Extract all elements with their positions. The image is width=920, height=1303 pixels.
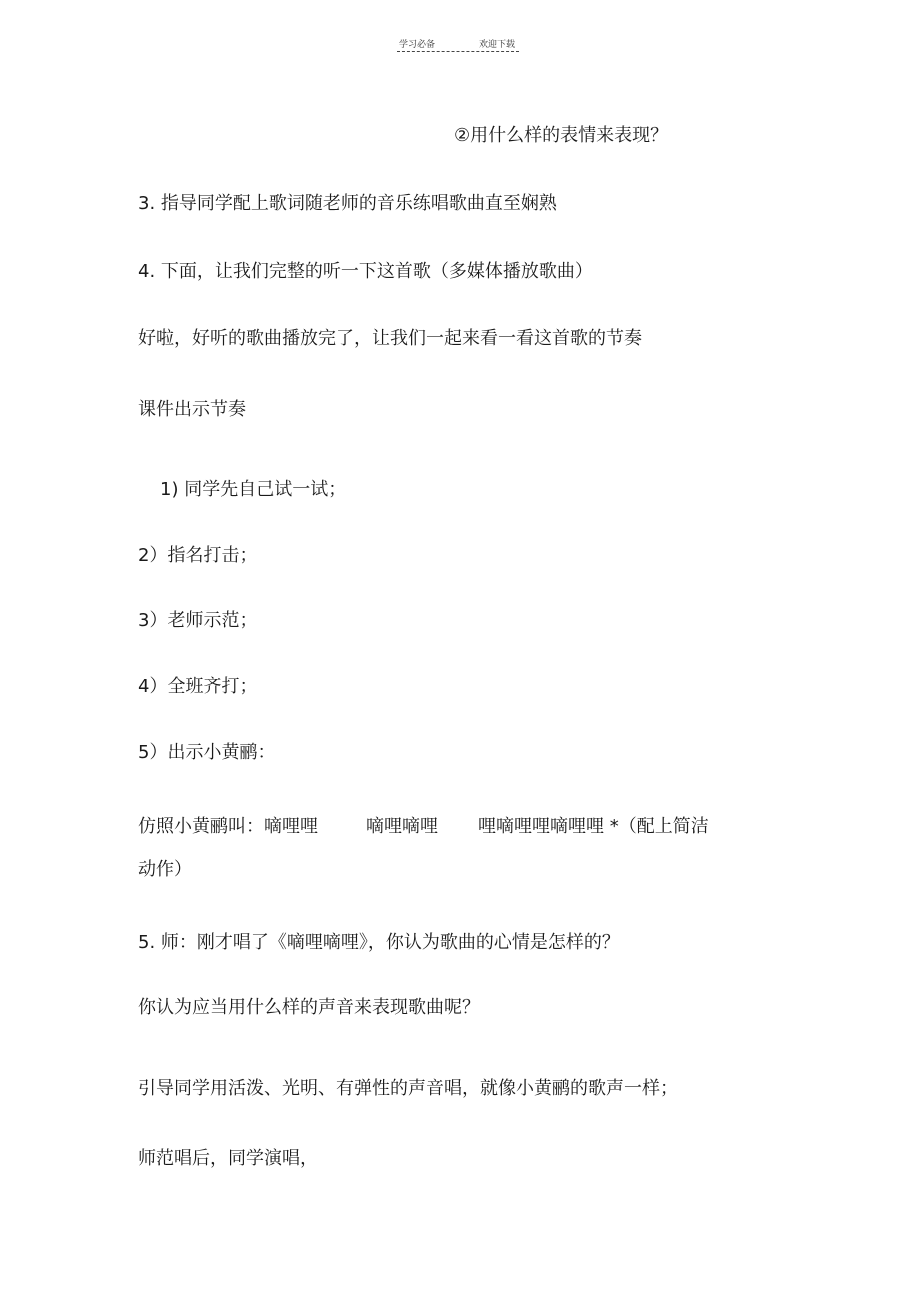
paragraph-kejian: 课件出示节奏 [138,399,246,420]
step-4: 4. 下面，让我们完整的听一下这首歌（多媒体播放歌曲） [138,261,593,282]
page-header [397,37,521,57]
paragraph-fangzhao-cont: 动作） [138,859,192,880]
step-5: 5. 师：刚才唱了《嘀哩嘀哩》，你认为歌曲的心情是怎样的？ [138,932,620,953]
substep-3: 3）老师示范； [138,610,258,631]
substep-5: 5）出示小黄鹂： [138,742,276,763]
substep-4: 4）全班齐打； [138,676,258,697]
paragraph-guide: 引导同学用活泼、光明、有弹性的声音唱，就像小黄鹂的歌声一样； [138,1078,678,1099]
paragraph-fangzhao [138,815,709,839]
fangzhao-part-3: 哩嘀哩哩嘀哩哩 *（配上简洁 [478,816,709,837]
header-right-text: 欢迎下载 [479,40,516,50]
step-3: 3. 指导同学配上歌词随老师的音乐练唱歌曲直至娴熟 [138,193,557,214]
header-rule [397,51,519,52]
substep-2: 2）指名打击； [138,545,258,566]
fangzhao-part-1: 仿照小黄鹂叫：嘀哩哩 [138,816,318,837]
paragraph-good: 好啦，好听的歌曲播放完了，让我们一起来看一看这首歌的节奏 [138,328,642,349]
paragraph-you: 你认为应当用什么样的声音来表现歌曲呢？ [138,997,480,1018]
header-left-text: 学习必备 [399,40,436,50]
substep-1: 1) 同学先自己试一试； [160,479,347,500]
fangzhao-part-2: 嘀哩嘀哩 [366,816,438,837]
question-2: ②用什么样的表情来表现？ [454,125,669,146]
paragraph-last: 师范唱后，同学演唱， [138,1148,318,1169]
